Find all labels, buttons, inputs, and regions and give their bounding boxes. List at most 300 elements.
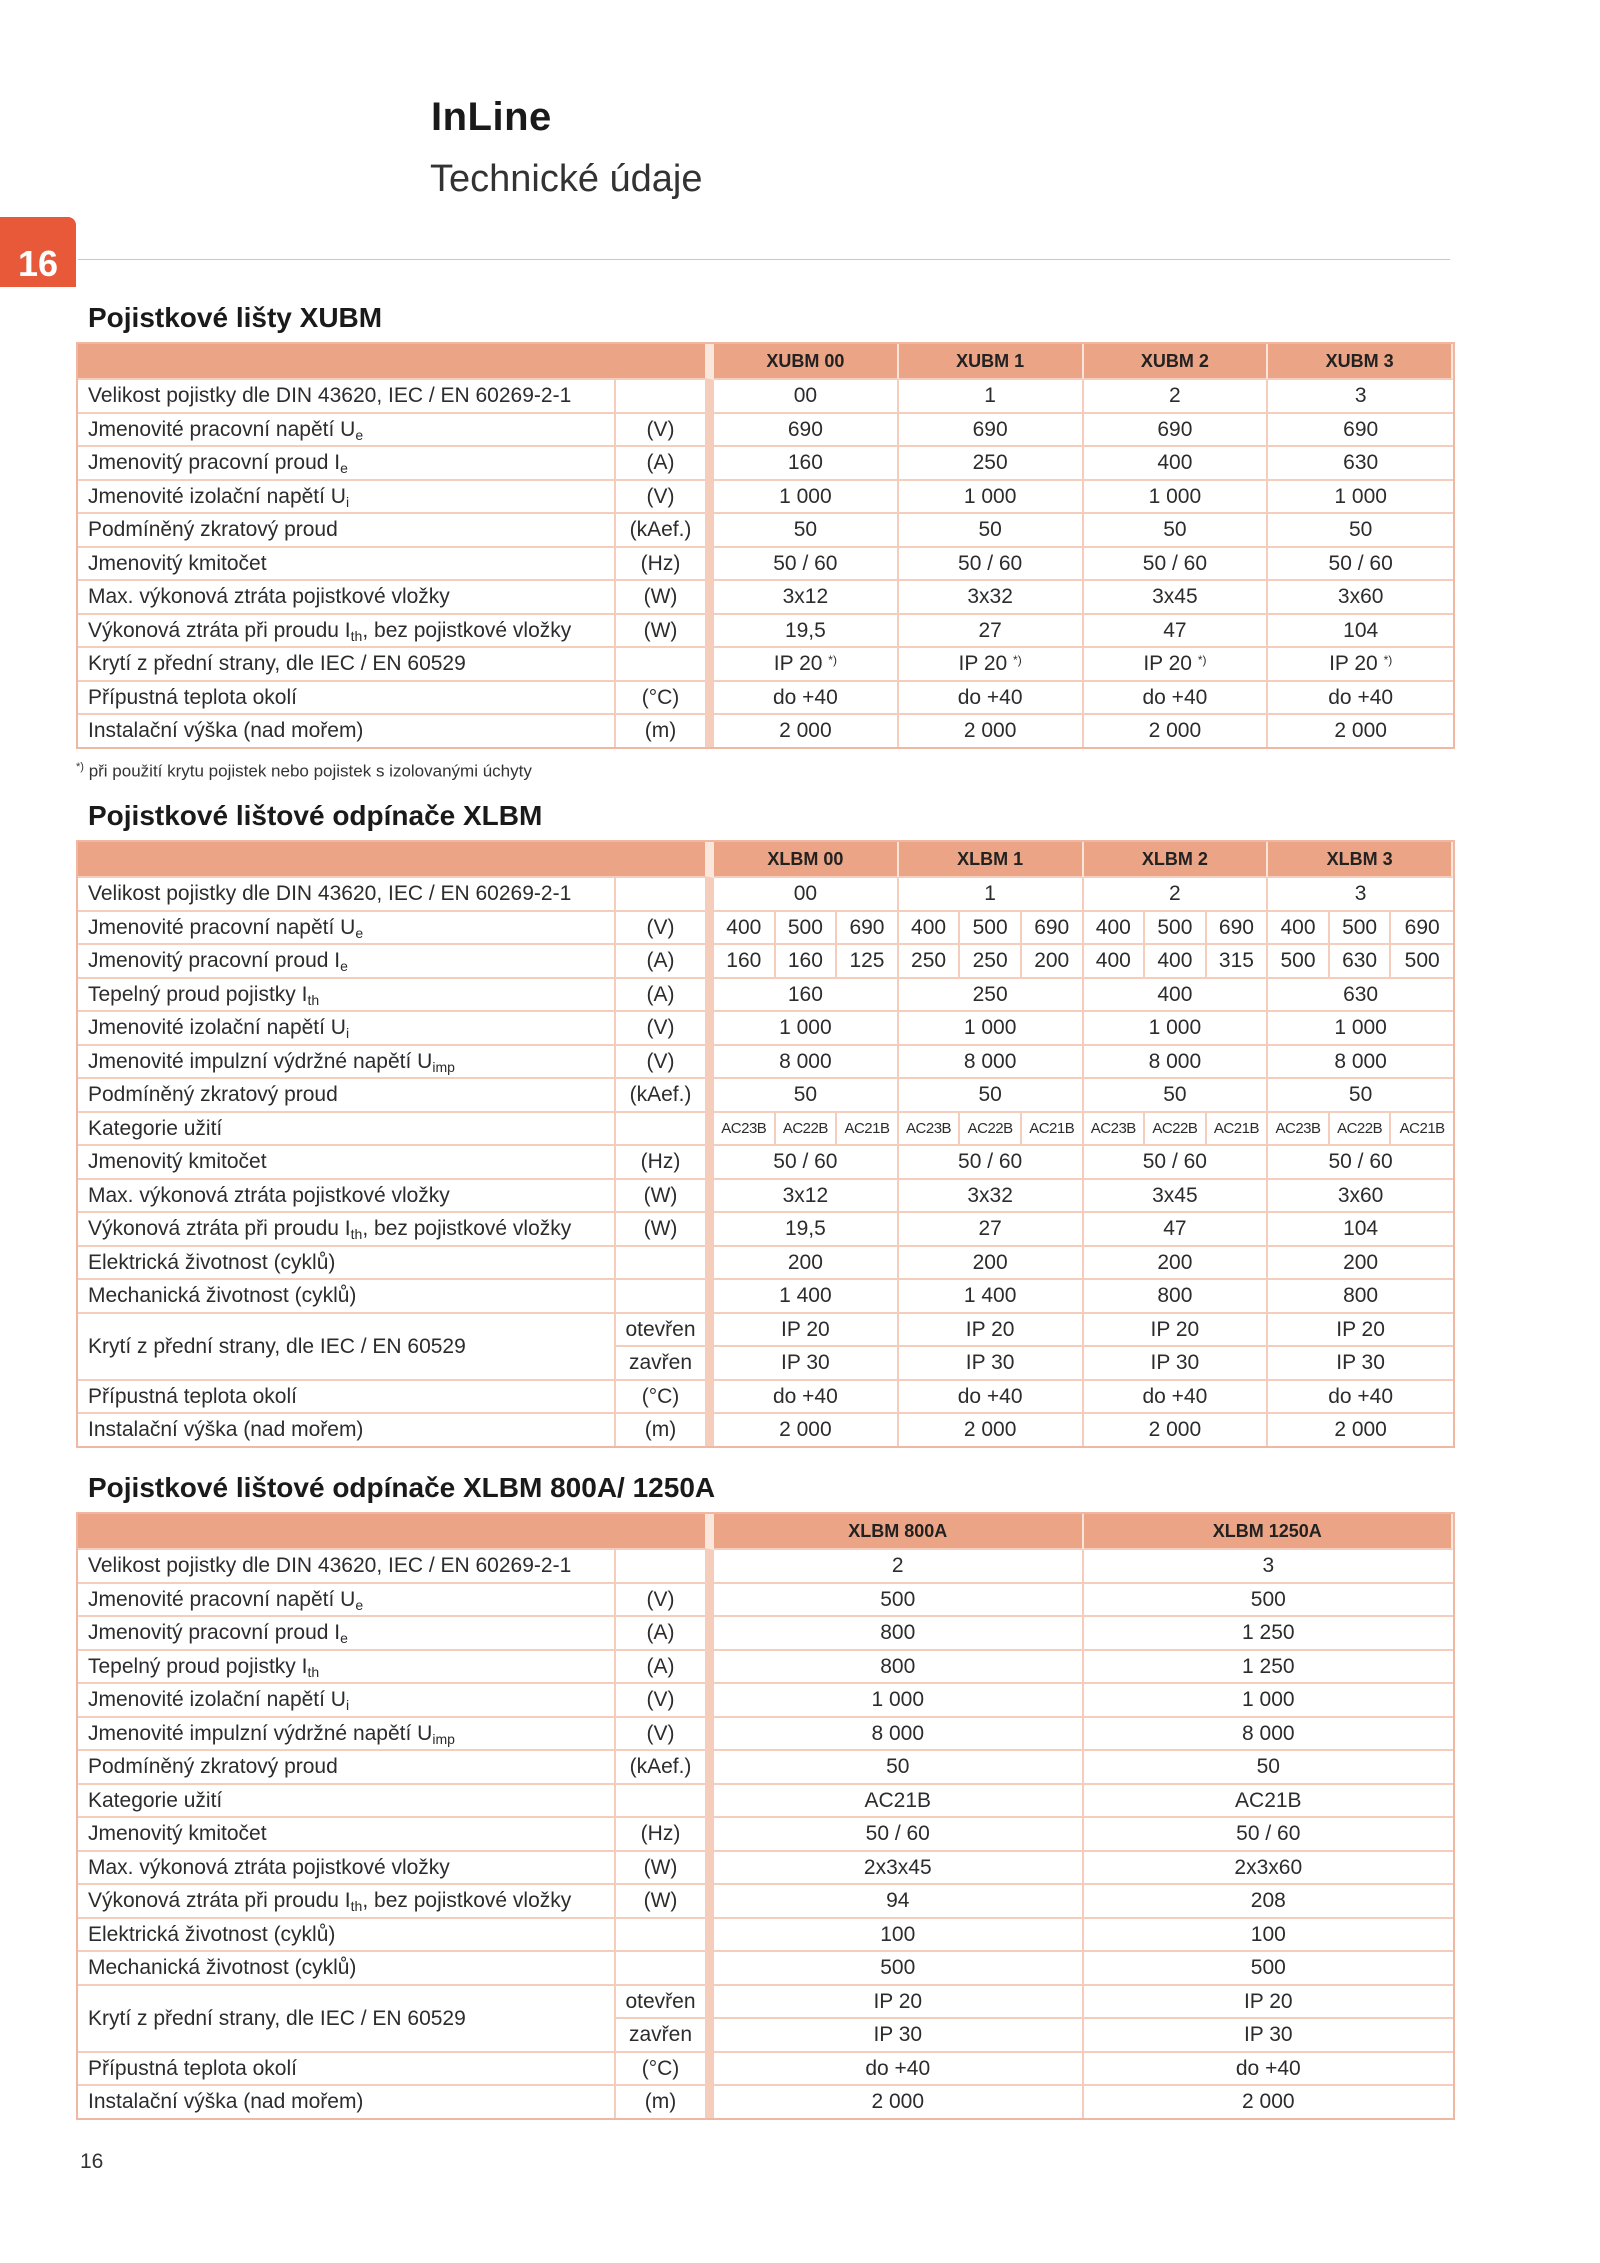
table-row (78, 1986, 1453, 2020)
value-cell: 690 (1207, 912, 1269, 946)
row-label (78, 682, 616, 716)
value-text: 8 000 (1148, 1049, 1202, 1073)
column-header: XUBM 2 (1084, 344, 1269, 380)
value-text: 8 000 (871, 1721, 925, 1745)
value-cell (1268, 1280, 1453, 1314)
footnote (76, 761, 532, 782)
value-text: 3 (1354, 384, 1367, 408)
value-cell (1268, 1046, 1453, 1080)
row-label (78, 1684, 616, 1718)
row-label (78, 648, 616, 682)
row-unit: (W) (616, 615, 714, 649)
value-text: 1 000 (1334, 484, 1387, 508)
table-row (78, 1852, 1453, 1886)
value-text: 50 (978, 518, 1002, 542)
row-label-text: Jmenovitý pracovní proud I (88, 949, 341, 973)
value-cell (714, 1414, 899, 1446)
row-label-suffix: , bez pojistkové vložky (362, 1217, 572, 1241)
value-text: 2 000 (1148, 719, 1202, 743)
row-unit: (kAef.) (616, 1079, 714, 1113)
value-text: 3x60 (1337, 585, 1384, 609)
table-row (78, 1381, 1453, 1415)
value-cell (714, 581, 899, 615)
value-cell (1268, 1213, 1453, 1247)
value-text: 50 / 60 (865, 1822, 930, 1846)
value-text: 94 (886, 1889, 910, 1913)
row-label-text: Jmenovitý pracovní proud I (88, 1621, 341, 1645)
row-label-text: Velikost pojistky dle DIN 43620, IEC / EN 60269-2-1 (88, 1554, 572, 1578)
value-text: 2 (1169, 384, 1181, 408)
value-cell (1084, 1584, 1454, 1618)
value-cell (1268, 648, 1453, 682)
row-label-text: Jmenovité izolační napětí U (88, 484, 346, 508)
value-text: 50 (1256, 1755, 1280, 1779)
row-label (78, 1651, 616, 1685)
value-cell (714, 682, 899, 716)
table-row (78, 1952, 1453, 1986)
value-text: 50 (793, 1083, 818, 1107)
category-cell: AC22B (776, 1113, 838, 1147)
table-row (78, 1079, 1453, 1113)
value-cell (714, 1280, 899, 1314)
row-label-text: Kategorie užití (88, 1788, 223, 1812)
value-cell (899, 1414, 1084, 1446)
value-cell (714, 1651, 1084, 1685)
row-unit: (W) (616, 581, 714, 615)
value-text: 47 (1163, 618, 1187, 642)
column-header: XUBM 00 (714, 344, 899, 380)
value-cell (714, 2019, 1084, 2053)
row-unit (616, 1113, 714, 1147)
row-label-subscript: e (340, 1630, 348, 1647)
value-text: 50 / 60 (1236, 1822, 1301, 1846)
row-label-text: Jmenovitý pracovní proud I (88, 451, 341, 475)
value-text: 200 (1343, 1250, 1379, 1274)
section-title-xubm: Pojistkové lišty XUBM (88, 302, 383, 333)
table-row (78, 912, 1453, 946)
row-label-text: Instalační výška (nad mořem) (88, 719, 364, 743)
value-text: do +40 (1142, 685, 1208, 709)
value-cell (1268, 581, 1453, 615)
row-label-text: Jmenovité pracovní napětí U (88, 915, 356, 939)
table-row (78, 414, 1453, 448)
row-unit: (m) (616, 715, 714, 747)
value-cell (714, 1684, 1084, 1718)
table-row (78, 945, 1453, 979)
value-cell (714, 1584, 1084, 1618)
value-text: 2 000 (871, 2090, 925, 2114)
value-cell: 690 (837, 912, 899, 946)
value-cell: 690 (1022, 912, 1084, 946)
value-cell (899, 1280, 1084, 1314)
value-cell (1268, 447, 1453, 481)
value-text: 100 (1250, 1922, 1286, 1946)
value-text: IP 20 (1329, 652, 1378, 676)
row-label (78, 1180, 616, 1214)
row-label-text: Podmíněný zkratový proud (88, 1083, 338, 1107)
value-cell (714, 1381, 899, 1415)
value-cell (1268, 380, 1453, 414)
category-cell: AC23B (1084, 1113, 1146, 1147)
value-text: 2x3x45 (863, 1855, 932, 1879)
table-row (78, 1414, 1453, 1446)
row-label-text: Velikost pojistky dle DIN 43620, IEC / EN 60269-2-1 (88, 384, 572, 408)
spec-table-xubm (76, 342, 1455, 749)
value-cell (1084, 2086, 1454, 2118)
row-label-text: Krytí z přední strany, dle IEC / EN 60529 (88, 2006, 466, 2030)
row-label-subscript: th (307, 1663, 320, 1680)
value-text: 500 (880, 1956, 916, 1980)
value-cell (714, 414, 899, 448)
value-text: IP 20 (958, 652, 1008, 676)
value-text: 19,5 (784, 618, 826, 642)
value-cell (1268, 1347, 1453, 1381)
table-row (78, 1146, 1453, 1180)
table-row (78, 1550, 1453, 1584)
table-row (78, 682, 1453, 716)
value-text: 690 (787, 417, 823, 441)
value-cell (714, 1079, 899, 1113)
value-cell: 400 (1145, 945, 1207, 979)
value-text: 690 (1343, 417, 1379, 441)
value-cell (899, 1347, 1084, 1381)
value-cell (714, 447, 899, 481)
value-text: 3 (1262, 1554, 1275, 1578)
row-label-text: Jmenovité izolační napětí U (88, 1688, 346, 1712)
value-cell (1084, 1247, 1269, 1281)
value-text: IP 30 (965, 1351, 1015, 1375)
value-cell (714, 1314, 899, 1348)
value-text: 160 (787, 451, 823, 475)
value-text: IP 20 (1243, 1989, 1293, 2013)
value-cell (714, 1012, 899, 1046)
column-header: XUBM 1 (899, 344, 1084, 380)
value-text: 1 000 (779, 484, 832, 508)
value-text: IP 20 (965, 1317, 1015, 1341)
value-text: 630 (1343, 982, 1379, 1006)
value-cell (1084, 979, 1269, 1013)
row-label (78, 1986, 616, 2053)
value-text: 1 000 (1148, 484, 1202, 508)
row-label (78, 1617, 616, 1651)
value-cell (1268, 1079, 1453, 1113)
value-text: IP 20 (1143, 652, 1192, 676)
value-cell (1084, 2019, 1454, 2053)
value-cell (1268, 414, 1453, 448)
value-text: 1 250 (1242, 1621, 1295, 1645)
table-row (78, 2053, 1453, 2087)
spec-table-xlbm-800-1250 (76, 1512, 1455, 2120)
row-label (78, 1852, 616, 1886)
table-row (78, 1617, 1453, 1651)
value-cell (714, 1718, 1084, 1752)
row-label (78, 1718, 616, 1752)
value-cell (899, 514, 1084, 548)
value-cell (714, 878, 899, 912)
value-cell (1084, 2053, 1454, 2087)
value-cell (714, 1146, 899, 1180)
row-label-subscript: imp (432, 1730, 455, 1747)
value-cell (714, 380, 899, 414)
row-unit: (A) (616, 979, 714, 1013)
row-unit: (W) (616, 1180, 714, 1214)
value-cell (1084, 878, 1269, 912)
value-text: 3x45 (1152, 1183, 1198, 1207)
table-row (78, 1885, 1453, 1919)
value-cell (1268, 514, 1453, 548)
table-row (78, 1818, 1453, 1852)
row-label-text: Tepelný proud pojistky I (88, 982, 308, 1006)
row-label (78, 1550, 616, 1584)
value-cell (1084, 1314, 1269, 1348)
value-text: 2 (1169, 882, 1181, 906)
value-cell (1084, 1684, 1454, 1718)
row-label-text: Jmenovitý kmitočet (88, 551, 267, 575)
row-label-text: Elektrická životnost (cyklů) (88, 1922, 336, 1946)
table-row (78, 979, 1453, 1013)
value-cell: 160 (776, 945, 838, 979)
value-cell (1084, 581, 1269, 615)
value-cell (1084, 1785, 1454, 1819)
row-label-subscript: e (355, 1596, 364, 1613)
value-text: 100 (880, 1922, 916, 1946)
table-row (78, 2086, 1453, 2118)
row-label-text: Jmenovité izolační napětí U (88, 1016, 346, 1040)
value-cell (1084, 1617, 1454, 1651)
value-text: 400 (1157, 982, 1193, 1006)
table-row (78, 1280, 1453, 1314)
row-label (78, 945, 616, 979)
value-cell (1268, 1314, 1453, 1348)
value-cell (1084, 1381, 1269, 1415)
row-label-subscript: th (350, 1226, 363, 1243)
row-label-text: Výkonová ztráta při proudu I (88, 1217, 351, 1241)
value-cell (714, 1213, 899, 1247)
table-row (78, 548, 1453, 582)
value-cell (714, 1885, 1084, 1919)
row-label (78, 481, 616, 515)
column-header: XLBM 800A (714, 1514, 1084, 1550)
value-cell (899, 447, 1084, 481)
value-cell (1084, 715, 1269, 747)
value-cell (1268, 548, 1453, 582)
value-cell: 315 (1207, 945, 1269, 979)
category-cell: AC23B (1268, 1113, 1330, 1147)
row-unit: (°C) (616, 1381, 714, 1415)
value-text: 50 / 60 (1142, 1150, 1207, 1174)
row-label-text: Kategorie užití (88, 1116, 223, 1140)
value-text: 500 (880, 1587, 916, 1611)
value-text: 8 000 (1334, 1049, 1387, 1073)
value-cell (1084, 1852, 1454, 1886)
row-label (78, 447, 616, 481)
chapter-tab (0, 217, 76, 287)
row-label-text: Podmíněný zkratový proud (88, 518, 338, 542)
row-label (78, 514, 616, 548)
row-unit (616, 878, 714, 912)
row-label (78, 1046, 616, 1080)
value-text: 2 000 (1334, 1418, 1387, 1442)
value-text: 200 (1157, 1250, 1193, 1274)
value-cell (714, 715, 899, 747)
value-cell (1084, 1180, 1269, 1214)
row-label (78, 1818, 616, 1852)
row-label (78, 1012, 616, 1046)
value-text: 50 (886, 1755, 910, 1779)
value-cell (1084, 1919, 1454, 1953)
row-unit: (W) (616, 1852, 714, 1886)
footnote-mark: *) (76, 761, 84, 773)
header-blank-cell (78, 344, 714, 380)
value-text: 3x12 (782, 1183, 829, 1207)
value-cell (1268, 1414, 1453, 1446)
row-label-text: Výkonová ztráta při proudu I (88, 1889, 351, 1913)
row-label-subscript: e (355, 924, 364, 941)
value-text: 1 000 (1242, 1688, 1295, 1712)
value-text: 47 (1163, 1217, 1187, 1241)
row-label (78, 1247, 616, 1281)
column-header: XLBM 2 (1084, 842, 1269, 878)
category-cell: AC23B (714, 1113, 776, 1147)
value-cell: 500 (1391, 945, 1453, 979)
value-cell (714, 1550, 1084, 1584)
row-unit: (kAef.) (616, 1751, 714, 1785)
table-row (78, 1213, 1453, 1247)
value-footnote-mark: *) (1013, 653, 1022, 668)
value-cell (899, 715, 1084, 747)
value-cell: 160 (714, 945, 776, 979)
row-unit: (m) (616, 1414, 714, 1446)
value-cell (1268, 682, 1453, 716)
header-blank-cell (78, 842, 714, 878)
value-cell: 500 (776, 912, 838, 946)
value-cell (714, 1046, 899, 1080)
value-text: IP 20 (781, 1317, 830, 1341)
value-cell (899, 1079, 1084, 1113)
table-row (78, 1584, 1453, 1618)
row-label-text: Max. výkonová ztráta pojistkové vložky (88, 585, 450, 609)
category-cell: AC21B (1391, 1113, 1453, 1147)
value-text: 3x60 (1337, 1183, 1384, 1207)
value-cell: 400 (899, 912, 961, 946)
value-text: IP 30 (873, 2023, 923, 2047)
row-label-suffix: , bez pojistkové vložky (362, 1889, 572, 1913)
value-text: 2 000 (1148, 1418, 1202, 1442)
value-cell (714, 548, 899, 582)
row-label (78, 878, 616, 912)
value-text: 500 (1250, 1587, 1286, 1611)
value-cell (1084, 1550, 1454, 1584)
row-label (78, 1785, 616, 1819)
value-cell (1084, 682, 1269, 716)
value-cell (899, 548, 1084, 582)
footnote-text: při použití krytu pojistek nebo pojistek s izolovanými úchyty (88, 761, 532, 781)
value-text: 800 (880, 1654, 916, 1678)
category-cell: AC21B (1022, 1113, 1084, 1147)
value-text: 800 (1343, 1284, 1379, 1308)
value-cell: 500 (960, 912, 1022, 946)
value-cell (714, 1852, 1084, 1886)
value-text: 2 000 (779, 719, 832, 743)
value-text: IP 30 (1243, 2023, 1293, 2047)
value-text: 8 000 (779, 1049, 832, 1073)
value-footnote-mark: *) (828, 653, 837, 668)
value-cell (714, 1818, 1084, 1852)
value-text: 50 / 60 (773, 551, 838, 575)
value-cell (1084, 1751, 1454, 1785)
value-text: 2 (891, 1554, 904, 1578)
row-unit: (V) (616, 912, 714, 946)
table-header-row (78, 842, 1453, 878)
value-cell (899, 1381, 1084, 1415)
value-cell (1084, 1986, 1454, 2020)
row-label (78, 1952, 616, 1986)
row-label (78, 1584, 616, 1618)
value-cell (899, 615, 1084, 649)
row-unit: (kAef.) (616, 514, 714, 548)
value-text: 3 (1354, 882, 1367, 906)
value-cell (1084, 1414, 1269, 1446)
value-text: 50 / 60 (1328, 1150, 1393, 1174)
value-cell (714, 2053, 1084, 2087)
value-cell (1084, 1213, 1269, 1247)
row-unit: (V) (616, 481, 714, 515)
row-label-text: Jmenovitý kmitočet (88, 1150, 267, 1174)
row-label (78, 1146, 616, 1180)
value-cell: 400 (714, 912, 776, 946)
value-cell (1084, 1012, 1269, 1046)
value-cell (1084, 1046, 1269, 1080)
row-label (78, 1213, 616, 1247)
row-label-text: Přípustná teplota okolí (88, 685, 297, 709)
value-text: 00 (793, 882, 818, 906)
value-text: 690 (1157, 417, 1193, 441)
row-unit: (A) (616, 945, 714, 979)
table-row (78, 1684, 1453, 1718)
category-cell: AC21B (837, 1113, 899, 1147)
value-text: 1 400 (963, 1284, 1017, 1308)
table-row (78, 514, 1453, 548)
value-cell (899, 1314, 1084, 1348)
row-label (78, 548, 616, 582)
value-footnote-mark: *) (1383, 653, 1393, 668)
value-text: do +40 (1328, 685, 1394, 709)
value-cell: 400 (1084, 945, 1146, 979)
table-row (78, 1180, 1453, 1214)
value-cell (1084, 1885, 1454, 1919)
row-unit: (°C) (616, 2053, 714, 2087)
row-unit: (V) (616, 1718, 714, 1752)
table-row (78, 1046, 1453, 1080)
row-unit (616, 1952, 714, 1986)
table-header-row (78, 344, 1453, 380)
value-cell (1268, 1146, 1453, 1180)
value-text: IP 20 (1150, 1317, 1200, 1341)
row-label (78, 615, 616, 649)
row-label (78, 1919, 616, 1953)
value-cell (1084, 380, 1269, 414)
value-cell (899, 481, 1084, 515)
value-text: 50 (1348, 1083, 1373, 1107)
value-text: 50 (978, 1083, 1002, 1107)
value-footnote-mark: *) (1197, 653, 1207, 668)
value-cell (714, 1919, 1084, 1953)
value-cell (899, 878, 1084, 912)
value-cell (1268, 1012, 1453, 1046)
value-text: 50 (793, 518, 818, 542)
table-row (78, 1247, 1453, 1281)
row-unit: (V) (616, 1046, 714, 1080)
